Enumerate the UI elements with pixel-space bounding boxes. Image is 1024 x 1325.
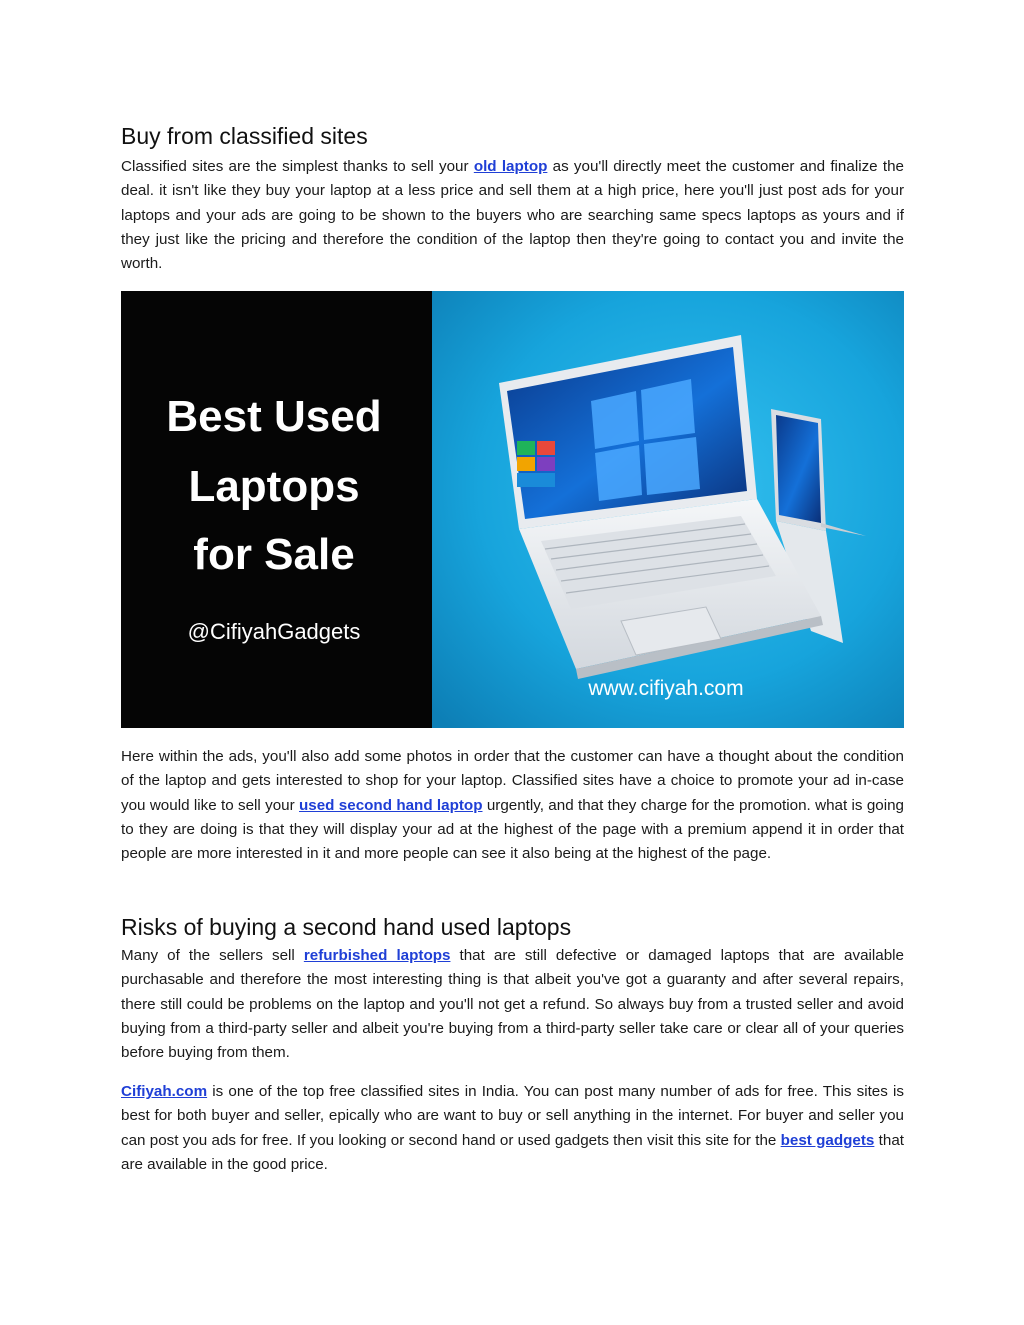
section-heading-risks: Risks of buying a second hand used laptops <box>121 914 572 940</box>
text-segment: Many of the sellers sell <box>121 947 304 964</box>
banner-line-2: Laptops <box>188 462 360 511</box>
best-gadgets-link[interactable]: best gadgets <box>780 1131 875 1149</box>
text-segment: that are available in the good price. <box>121 1131 904 1173</box>
best-used-laptops-banner <box>121 291 904 728</box>
refurbished-laptops-link[interactable]: refurbished laptops <box>303 947 451 964</box>
old-laptop-link[interactable]: old laptop <box>473 158 548 175</box>
banner-line-3: for Sale <box>193 530 355 579</box>
banner-handle: @CifiyahGadgets <box>187 619 361 644</box>
text-segment: urgently, and that they charge for the promotion. what is going to they are doing is that they will display your ad at the highest of the page with a premium append it in order that people are more interested in it and more people can see it also being at the highest of the page. <box>121 796 904 863</box>
text-segment: Classified sites are the simplest thanks to sell your <box>121 158 474 175</box>
used-second-hand-laptop-link[interactable]: used second hand laptop <box>299 796 483 814</box>
text-segment: is one of the top free classified sites in India. You can post many number of ads for free. This sites is best for both buyer and seller, epically who are want to buy or sell anything in the internet. For buyer and seller you can post you ads for free. If you looking or second hand or used gadgets then visit this site for the <box>121 1083 904 1149</box>
paragraph-risks <box>121 944 904 1065</box>
cifiyah-link[interactable]: Cifiyah.com <box>121 1083 208 1100</box>
section-heading-classified-sites: Buy from classified sites <box>121 123 368 149</box>
text-segment: that are still defective or damaged laptops that are available purchasable and therefore the most interesting thing is that albeit you've got a guaranty and after several repairs, there still could be problems on the laptop and you'll not get a refund. So always buy from a trusted seller and avoid buying from a third-party seller and albeit you're buying from a third-party seller take care or clear all of your queries before buying from them. <box>121 947 904 1062</box>
banner-graphic <box>121 291 904 728</box>
paragraph-ads-promotion <box>121 745 904 866</box>
paragraph-classified-sites <box>121 155 904 276</box>
text-segment: Here within the ads, you'll also add some photos in order that the customer can have a thought about the condition of the laptop and gets interested to shop for your laptop. Classified sites have a choice to promote your ad in-case you would like to sell your <box>121 748 904 814</box>
text-segment: as you'll directly meet the customer and finalize the deal. it isn't like they buy your laptop at a less price and sell them at a high price, here you'll just post ads for your laptops and your ads are going to be shown to the buyers who are searching same specs laptops as yours and if they just like the pricing and therefore the condition of the laptop then they're going to contact you and invite the worth. <box>121 158 904 273</box>
banner-url: www.cifiyah.com <box>588 677 744 700</box>
banner-line-1: Best Used <box>166 392 382 441</box>
paragraph-cifiyah <box>121 1080 904 1177</box>
